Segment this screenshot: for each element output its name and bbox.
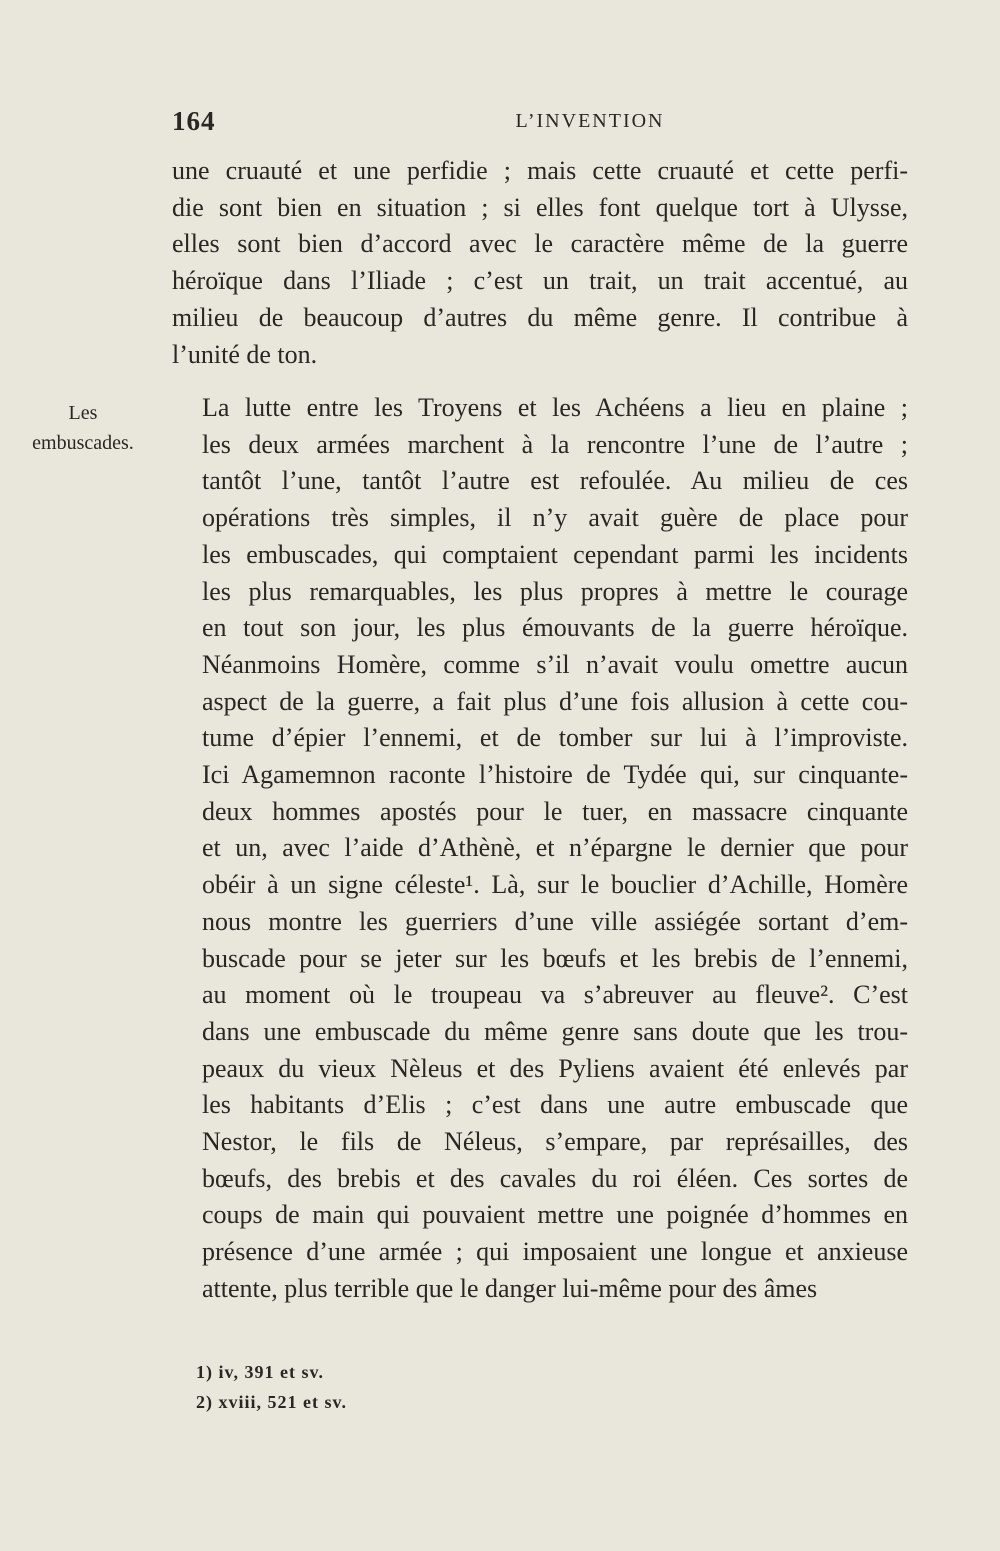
text-line: nous montre les guerriers d’une ville assiégée sortant d’em- [202, 906, 908, 936]
page-header [172, 106, 908, 146]
text-line: La lutte entre les Troyens et les Achéens a lieu en plaine ; [202, 393, 908, 422]
text-line: Nestor, le fils de Néleus, s’empare, par représailles, des [202, 1127, 908, 1157]
text-line: elles sont bien d’accord avec le caractère même de la guerre [172, 229, 908, 259]
text-line: les plus remarquables, les plus propres à mettre le courage [202, 576, 908, 606]
footnote-1: 1) iv, 391 et sv. [196, 1362, 324, 1382]
text-line: die sont bien en situation ; si elles font quelque tort à Ulysse, [172, 192, 908, 222]
text-line: aspect de la guerre, a fait plus d’une fois allusion à cette cou- [202, 686, 908, 716]
text-line: attente, plus terrible que le danger lui-même pour des âmes [202, 1273, 818, 1303]
margin-note-line: embuscades. [32, 432, 134, 454]
paragraph-1 [172, 153, 908, 373]
text-line: tume d’épier l’ennemi, et de tomber sur lui à l’improviste. [202, 723, 908, 753]
text-line: en tout son jour, les plus émouvants de la guerre héroïque. [202, 613, 908, 643]
text-line: dans une embuscade du même genre sans doute que les trou- [202, 1016, 908, 1046]
running-head: L’INVENTION [515, 110, 665, 132]
text-line: Ici Agamemnon raconte l’histoire de Tydée qui, sur cinquante- [202, 760, 908, 790]
text-line: bœufs, des brebis et des cavales du roi éléen. Ces sortes de [202, 1163, 908, 1193]
footnote-2: 2) xviii, 521 et sv. [196, 1392, 347, 1412]
text-line: présence d’une armée ; qui imposaient une longue et anxieuse [202, 1237, 908, 1267]
text-line: au moment où le troupeau va s’abreuver au fleuve². C’est [202, 980, 908, 1010]
text-line: une cruauté et une perfidie ; mais cette cruauté et cette perfi- [172, 156, 908, 185]
text-line: buscade pour se jeter sur les bœufs et les brebis de l’ennemi, [202, 943, 908, 973]
text-line: opérations très simples, il n’y avait guère de place pour [202, 503, 908, 533]
page-number: 164 [172, 106, 216, 136]
text-line: les deux armées marchent à la rencontre l’une de l’autre ; [202, 429, 908, 459]
text-line: peaux du vieux Nèleus et des Pyliens avaient été enlevés par [202, 1053, 908, 1083]
text-line: et un, avec l’aide d’Athènè, et n’épargne le dernier que pour [202, 833, 908, 863]
text-line: tantôt l’une, tantôt l’autre est refoulée. Au milieu de ces [202, 466, 908, 496]
footnotes [196, 1357, 347, 1417]
paragraph-2 [172, 390, 908, 1308]
text-line: milieu de beaucoup d’autres du même genre. Il contribue à [172, 302, 908, 332]
margin-note-line: Les [68, 402, 98, 424]
text-line: Néanmoins Homère, comme s’il n’avait voulu omettre aucun [202, 649, 908, 679]
text-line: l’unité de ton. [172, 339, 318, 369]
text-line: héroïque dans l’Iliade ; c’est un trait, un trait accentué, au [172, 266, 908, 296]
text-line: obéir à un signe céleste¹. Là, sur le bouclier d’Achille, Homère [202, 870, 908, 900]
text-line: les embuscades, qui comptaient cependant parmi les incidents [202, 539, 908, 569]
text-line: coups de main qui pouvaient mettre une poignée d’hommes en [202, 1200, 908, 1230]
text-line: les habitants d’Elis ; c’est dans une autre embuscade que [202, 1090, 908, 1120]
margin-note [18, 398, 148, 458]
text-line: deux hommes apostés pour le tuer, en massacre cinquante [202, 796, 908, 826]
